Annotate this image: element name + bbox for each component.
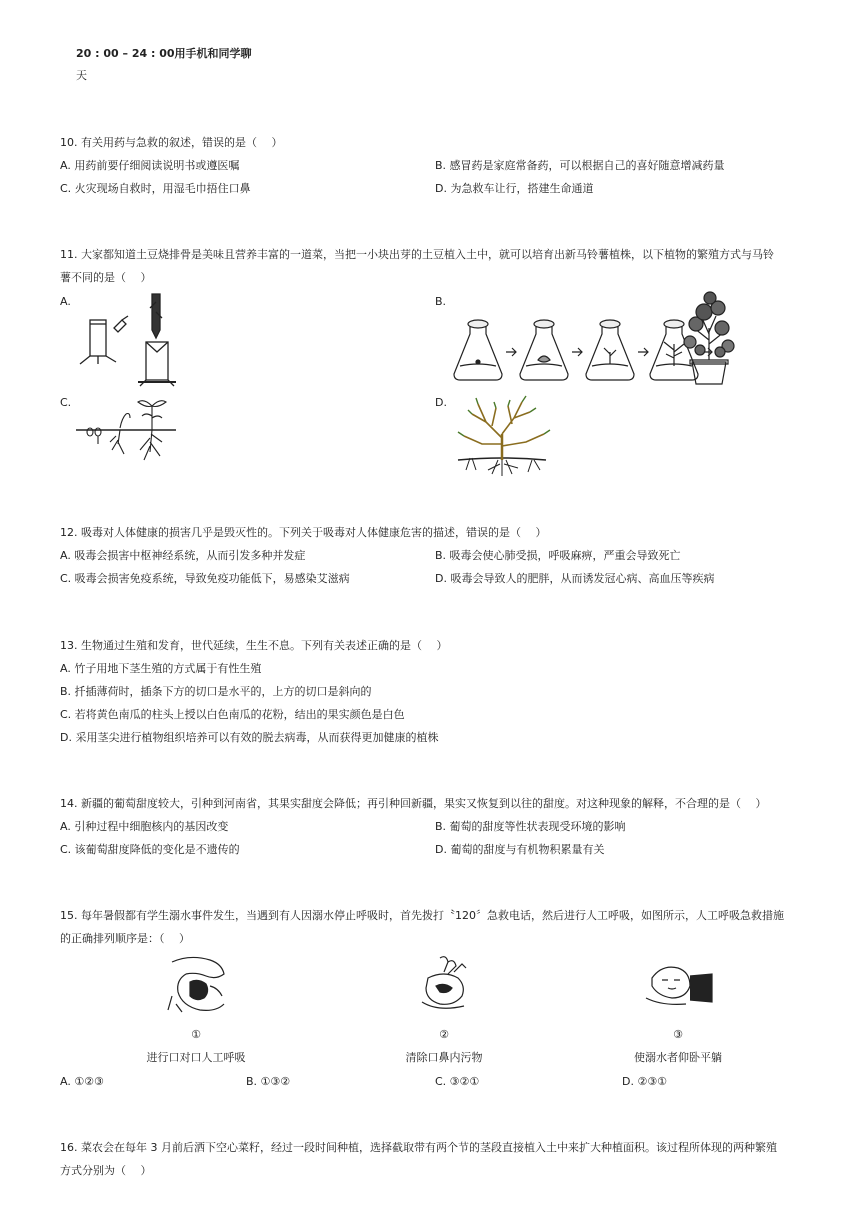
q13-option-b: B. 扦插薄荷时，插条下方的切口是水平的，上方的切口是斜向的 — [60, 685, 372, 698]
clear-airway-figure — [418, 954, 470, 1012]
q14-option-a: A. 引种过程中细胞核内的基因改变 — [60, 820, 229, 833]
table-cell-activity-cont: 天 — [76, 69, 87, 82]
q12-option-d: D. 吸毒会导致人的肥胖，从而诱发冠心病、高血压等疾病 — [435, 572, 715, 585]
question-14-stem: 14. 新疆的葡萄甜度较大，引种到河南省，其果实甜度会降低；再引种回新疆，果实又恢复到以往的甜度。对这种现象的解释，不合理的是（ ） — [60, 797, 767, 810]
q11-option-d: D. — [435, 396, 447, 409]
q12-option-c: C. 吸毒会损害免疫系统，导致免疫功能低下，易感染艾滋病 — [60, 572, 350, 585]
q10-option-a: A. 用药前要仔细阅读说明书或遵医嘱 — [60, 159, 240, 172]
q11-option-b: B. — [435, 295, 447, 308]
q11-option-a: A. — [60, 295, 71, 308]
q12-option-b: B. 吸毒会使心肺受损，呼吸麻痹，严重会导致死亡 — [435, 549, 681, 562]
table-cell-activity: 20 : 00 – 24 : 00用手机和同学聊 — [76, 47, 252, 60]
q14-option-b: B. 葡萄的甜度等性状表现受环境的影响 — [435, 820, 626, 833]
question-12-stem: 12. 吸毒对人体健康的损害几乎是毁灭性的。下列关于吸毒对人体健康危害的描述，错误的是（ ） — [60, 526, 547, 539]
question-15-stem: 15. 每年暑假都有学生溺水事件发生，当遇到有人因溺水停止呼吸时，首先拨打〝120〞急救电话，然后进行人工呼吸，如图所示，人工呼吸急救措施 — [60, 909, 784, 922]
q13-option-a: A. 竹子用地下茎生殖的方式属于有性生殖 — [60, 662, 262, 675]
q12-option-a: A. 吸毒会损害中枢神经系统，从而引发多种并发症 — [60, 549, 306, 562]
lying-supine-figure — [642, 958, 716, 1010]
q15-option-a: A. ①②③ — [60, 1075, 104, 1088]
potted-plant-figure — [676, 288, 742, 388]
figure-1-number: ① — [191, 1028, 201, 1041]
q15-option-d: D. ②③① — [622, 1075, 668, 1088]
question-16-stem: 16. 菜农会在每年 3 月前后洒下空心菜籽，经过一段时间种植，选择截取带有两个节的茎段直接植入土中来扩大种植面积。该过程所体现的两种繁殖 — [60, 1141, 777, 1154]
q13-option-d: D. 采用茎尖进行植物组织培养可以有效的脱去病毒，从而获得更加健康的植株 — [60, 731, 439, 744]
q14-option-d: D. 葡萄的甜度与有机物积累量有关 — [435, 843, 605, 856]
q15-option-b: B. ①③② — [246, 1075, 291, 1088]
figure-2-number: ② — [439, 1028, 449, 1041]
mouth-to-mouth-figure — [166, 952, 232, 1014]
question-11-stem: 11. 大家都知道土豆烧排骨是美味且营养丰富的一道菜，当把一小块出芽的土豆植入土中，就可以培育出新马铃薯植株，以下植物的繁殖方式与马铃 — [60, 248, 774, 261]
figure-3-caption: 使溺水者仰卧平躺 — [634, 1051, 722, 1064]
q10-option-c: C. 火灾现场自救时，用湿毛巾捂住口鼻 — [60, 182, 251, 195]
question-16-stem-cont: 方式分别为（ ） — [60, 1164, 152, 1177]
question-11-stem-cont: 薯不同的是（ ） — [60, 271, 152, 284]
figure-1-caption: 进行口对口人工呼吸 — [146, 1051, 246, 1064]
seed-germination-figure — [76, 392, 178, 464]
question-15-stem-cont: 的正确排列顺序是：（ ） — [60, 932, 190, 945]
q10-option-b: B. 感冒药是家庭常备药，可以根据自己的喜好随意增减药量 — [435, 159, 725, 172]
question-10-stem: 10. 有关用药与急救的叙述，错误的是（ ） — [60, 136, 283, 149]
grafting-figure — [76, 290, 186, 388]
q11-option-c: C. — [60, 396, 72, 409]
question-13-stem: 13. 生物通过生殖和发育，世代延续，生生不息。下列有关表述正确的是（ ） — [60, 639, 448, 652]
figure-2-caption: 清除口鼻内污物 — [405, 1051, 483, 1064]
layering-plant-figure — [452, 394, 552, 480]
q14-option-c: C. 该葡萄甜度降低的变化是不遗传的 — [60, 843, 240, 856]
q13-option-c: C. 若将黄色南瓜的柱头上授以白色南瓜的花粉，结出的果实颜色是白色 — [60, 708, 405, 721]
figure-3-number: ③ — [673, 1028, 683, 1041]
q15-option-c: C. ③②① — [435, 1075, 480, 1088]
q10-option-d: D. 为急救车让行，搭建生命通道 — [435, 182, 594, 195]
